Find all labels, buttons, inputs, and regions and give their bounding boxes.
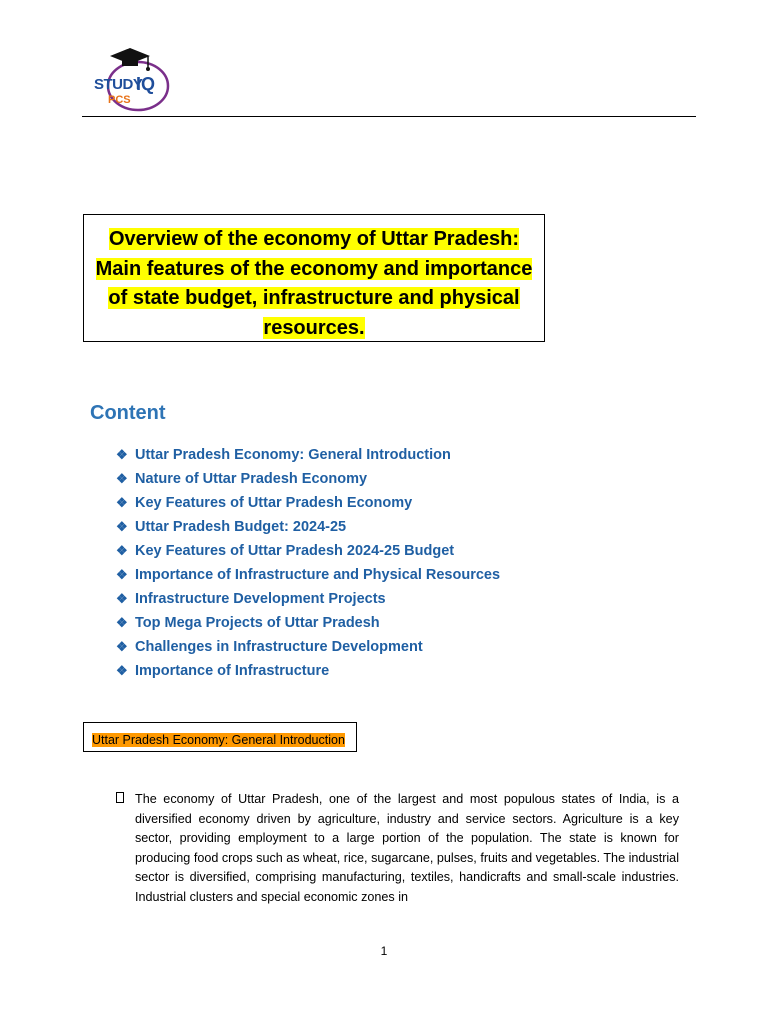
toc-item-label: Importance of Infrastructure xyxy=(135,663,330,679)
toc-item[interactable] xyxy=(116,635,500,659)
studyiq-pcs-logo xyxy=(86,44,176,114)
page-number: 1 xyxy=(380,944,388,958)
toc-item[interactable] xyxy=(116,443,500,467)
square-bullet-icon xyxy=(116,792,124,803)
toc-item[interactable] xyxy=(116,515,500,539)
toc-item[interactable] xyxy=(116,563,500,587)
toc-item[interactable] xyxy=(116,491,500,515)
logo-text-study: STUDY xyxy=(94,76,143,93)
diamond-bullet-icon: ❖ xyxy=(116,615,128,630)
toc-item-label: Nature of Uttar Pradesh Economy xyxy=(135,471,368,487)
toc-item-label: Challenges in Infrastructure Development xyxy=(135,639,423,655)
header-divider xyxy=(82,116,696,117)
toc-item-label: Infrastructure Development Projects xyxy=(135,591,386,607)
toc-item[interactable] xyxy=(116,587,500,611)
title-line-4: resources. xyxy=(263,316,365,339)
diamond-bullet-icon: ❖ xyxy=(116,543,128,558)
toc-item-label: Importance of Infrastructure and Physical Resources xyxy=(135,567,501,583)
title-line-2: Main features of the economy and importance xyxy=(95,257,533,280)
toc-item-label: Key Features of Uttar Pradesh Economy xyxy=(135,495,413,511)
diamond-bullet-icon: ❖ xyxy=(116,591,128,606)
title-line-3: of state budget, infrastructure and physical xyxy=(108,287,520,309)
logo-text-pcs: PCS xyxy=(108,94,131,106)
table-of-contents xyxy=(116,443,500,683)
section-label: Uttar Pradesh Economy: General Introduction xyxy=(92,733,345,747)
document-title-box xyxy=(83,214,545,342)
toc-item-label: Uttar Pradesh Economy: General Introduction xyxy=(135,447,451,463)
diamond-bullet-icon: ❖ xyxy=(116,663,128,678)
toc-item-label: Uttar Pradesh Budget: 2024-25 xyxy=(135,519,347,535)
diamond-bullet-icon: ❖ xyxy=(116,567,128,582)
intro-paragraph: The economy of Uttar Pradesh, one of the largest and most populous states of India, is a diversified economy driven by agriculture, industry and service sectors. Agriculture is a key sector, providing employment to a large portion of the population. The state is known for producing food crops such as wheat, rice, sugarcane, pulses, fruits and vegetables. The industrial sector is diversified, comprising manufacturing, textiles, handicrafts and small-scale industries. Industrial clusters and special economic zones in xyxy=(135,792,679,904)
toc-item[interactable] xyxy=(116,659,500,683)
toc-item[interactable] xyxy=(116,611,500,635)
toc-item-label: Top Mega Projects of Uttar Pradesh xyxy=(135,615,380,631)
title-line-1: Overview of the economy of Uttar Pradesh: xyxy=(108,228,520,250)
document-title xyxy=(84,225,544,343)
logo-text-iq: IQ xyxy=(136,74,156,94)
toc-item[interactable] xyxy=(116,539,500,563)
toc-item-label: Key Features of Uttar Pradesh 2024-25 Budget xyxy=(135,543,455,559)
diamond-bullet-icon: ❖ xyxy=(116,495,128,510)
section-label-box xyxy=(83,722,357,752)
diamond-bullet-icon: ❖ xyxy=(116,639,128,654)
content-heading: Content xyxy=(90,402,166,424)
toc-item[interactable] xyxy=(116,467,500,491)
diamond-bullet-icon: ❖ xyxy=(116,519,128,534)
diamond-bullet-icon: ❖ xyxy=(116,471,128,486)
diamond-bullet-icon: ❖ xyxy=(116,447,128,462)
